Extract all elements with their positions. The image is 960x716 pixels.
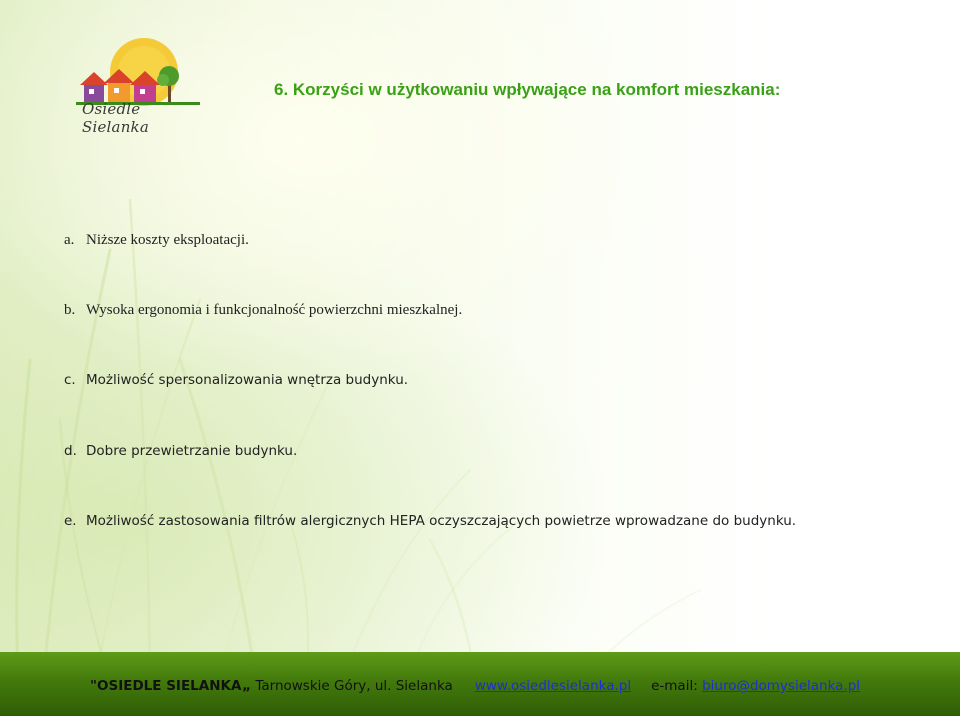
footer-company: "OSIEDLE SIELANKA„ <box>90 678 252 694</box>
list-item-text: Możliwość zastosowania filtrów alergicznych HEPA oczyszczających powietrze wprowadzane do budynku. <box>86 513 797 529</box>
email-link[interactable]: biuro@domysielanka.pl <box>702 678 861 694</box>
list-item-text: Dobre przewietrzanie budynku. <box>86 443 298 459</box>
list-item <box>64 232 249 249</box>
list-item-text: Wysoka ergonomia i funkcjonalność powierzchni mieszkalnej. <box>86 302 463 318</box>
footer-address: Tarnowskie Góry, ul. Sielanka <box>251 678 453 694</box>
list-item <box>64 372 408 388</box>
list-item <box>64 443 297 459</box>
website-link[interactable]: www.osiedlesielanka.pl <box>474 678 632 694</box>
list-marker: b. <box>64 302 76 318</box>
logo-text: Osiedle Sielanka <box>82 100 149 136</box>
list-marker: c. <box>64 372 76 388</box>
email-label: e-mail: <box>651 678 703 694</box>
list-marker: d. <box>64 443 77 459</box>
footer-contact <box>90 678 860 694</box>
list-item-text: Niższe koszty eksploatacji. <box>86 232 249 248</box>
list-item <box>64 513 796 529</box>
page-title: 6. Korzyści w użytkowaniu wpływające na komfort mieszkania: <box>274 80 781 99</box>
list-item <box>64 302 462 319</box>
list-item-text: Możliwość spersonalizowania wnętrza budynku. <box>86 372 409 388</box>
list-marker: a. <box>64 232 75 248</box>
list-marker: e. <box>64 513 77 529</box>
footer-bar <box>0 652 960 716</box>
